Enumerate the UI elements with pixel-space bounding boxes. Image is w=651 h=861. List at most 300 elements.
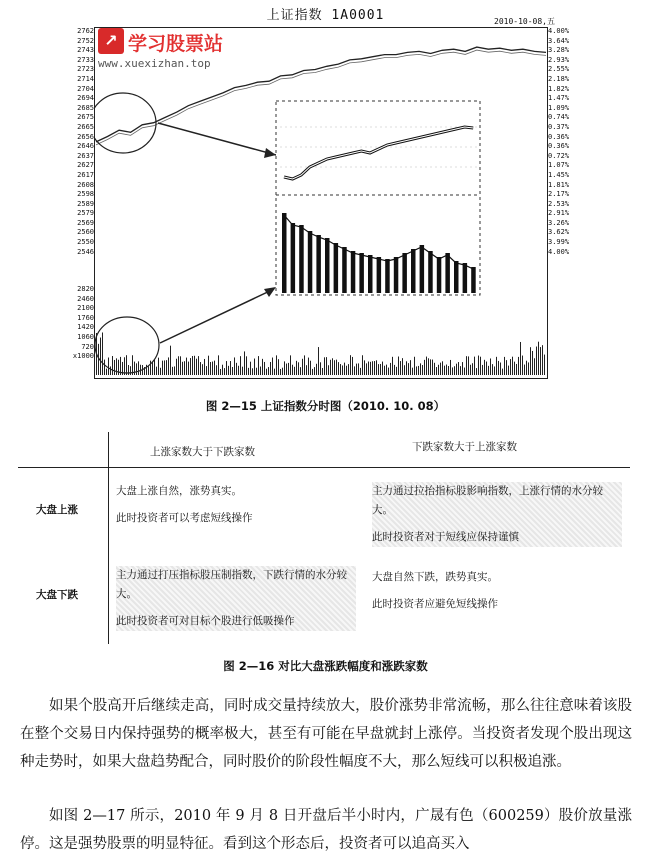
price-tick-label: 2723 <box>77 65 94 74</box>
price-tick-label: 2762 <box>77 27 94 35</box>
volume-bar <box>326 357 327 375</box>
volume-bar <box>338 362 339 375</box>
volume-axis <box>62 285 94 362</box>
volume-bar <box>514 362 515 375</box>
volume-bar <box>130 366 131 375</box>
volume-bar <box>424 360 425 375</box>
cell-down-down: 大盘自然下跌，跌势真实。 此时投资者应避免短线操作 <box>372 571 498 610</box>
volume-bar <box>260 367 261 375</box>
volume-bar <box>170 346 171 375</box>
volume-bar <box>456 364 457 375</box>
volume-bar <box>282 368 283 375</box>
volume-bar <box>316 364 317 375</box>
volume-bar <box>504 357 505 375</box>
inset-volume-bar <box>325 238 330 293</box>
price-tick-label: 2627 <box>77 161 94 170</box>
table-divider-horizontal <box>18 467 630 468</box>
volume-bar <box>116 358 117 375</box>
volume-bar <box>530 347 531 375</box>
volume-bar <box>484 360 485 375</box>
price-tick-label: 2617 <box>77 170 94 179</box>
inset-volume-bar <box>445 253 450 293</box>
inset-volume-bar <box>385 259 390 293</box>
volume-bar <box>114 360 115 375</box>
volume-bar <box>428 358 429 375</box>
volume-bar <box>188 362 189 375</box>
volume-bar <box>278 359 279 375</box>
volume-bar <box>432 360 433 375</box>
volume-bar <box>290 355 291 375</box>
volume-bar <box>420 363 421 375</box>
volume-bar <box>496 357 497 375</box>
volume-bar <box>536 347 537 375</box>
volume-bar <box>286 364 287 375</box>
volume-bar <box>272 358 273 375</box>
volume-bar <box>250 362 251 375</box>
volume-bar <box>314 367 315 375</box>
volume-bar <box>304 355 305 375</box>
volume-bar <box>462 362 463 375</box>
percent-tick-label: 2.53% <box>548 199 570 208</box>
inset-volume-bar <box>316 235 321 293</box>
volume-bar <box>300 367 301 375</box>
inset-volume-bar <box>359 253 364 293</box>
volume-bar <box>476 368 477 375</box>
volume-bar <box>430 359 431 375</box>
volume-bar <box>524 365 525 375</box>
volume-bar <box>242 367 243 375</box>
percent-tick-label: 4.00% <box>548 247 570 256</box>
volume-bar <box>212 362 213 375</box>
volume-bar <box>444 366 445 375</box>
volume-bar <box>448 366 449 375</box>
percent-tick-label: 2.18% <box>548 74 570 83</box>
volume-bar <box>236 363 237 375</box>
volume-bar <box>534 358 535 375</box>
inset-volume-bar <box>291 223 296 293</box>
volume-bar <box>396 367 397 375</box>
percent-tick-label: 0.74% <box>548 113 570 122</box>
volume-bar <box>512 357 513 375</box>
volume-bar <box>238 366 239 375</box>
volume-bar <box>378 364 379 375</box>
percent-tick-label: 0.36% <box>548 142 570 151</box>
inset-volume-bar <box>428 251 433 293</box>
price-tick-label: 2560 <box>77 228 94 237</box>
volume-bar <box>154 359 155 375</box>
volume-bar <box>454 366 455 375</box>
volume-bar <box>488 366 489 375</box>
volume-bar <box>112 356 113 375</box>
volume-bar <box>350 355 351 375</box>
volume-tick-label: 2460 <box>77 294 94 303</box>
percent-tick-label: 1.07% <box>548 161 570 170</box>
callout-arrow-price <box>158 123 276 155</box>
volume-bar <box>134 362 135 375</box>
volume-bar <box>296 361 297 375</box>
volume-bar <box>274 369 275 375</box>
volume-bar <box>466 356 467 375</box>
percent-tick-label: 3.64% <box>548 36 570 45</box>
volume-bar <box>174 366 175 375</box>
volume-bar <box>416 366 417 375</box>
volume-bar <box>376 360 377 375</box>
volume-bar <box>178 356 179 375</box>
col-header-down: 下跌家数大于上涨家数 <box>412 441 517 453</box>
price-tick-label: 2743 <box>77 46 94 55</box>
volume-bar <box>104 360 105 375</box>
volume-bar <box>110 366 111 375</box>
volume-bar <box>254 359 255 375</box>
volume-bar <box>332 358 333 375</box>
inset-volume-bar <box>351 251 356 293</box>
volume-bar <box>204 359 205 375</box>
volume-bar <box>498 361 499 375</box>
col-header-up: 上涨家数大于下跌家数 <box>150 446 255 458</box>
volume-bar <box>162 361 163 375</box>
volume-bar <box>244 351 245 375</box>
volume-bar <box>480 357 481 375</box>
volume-bar <box>136 363 137 375</box>
percent-tick-label: 3.26% <box>548 218 570 227</box>
volume-bar <box>366 363 367 375</box>
price-tick-label: 2656 <box>77 132 94 141</box>
logo-icon: ↗ <box>98 28 124 54</box>
volume-bar <box>452 367 453 375</box>
inset-volume-bar <box>463 263 468 293</box>
volume-bar <box>150 361 151 375</box>
volume-tick-label: 2100 <box>77 304 94 313</box>
volume-bar <box>228 366 229 375</box>
volume-bar <box>180 356 181 375</box>
percent-tick-label: 1.45% <box>548 170 570 179</box>
volume-bar <box>328 365 329 375</box>
volume-bar <box>342 365 343 375</box>
paragraph-2: 如图 2—17 所示，2010 年 9 月 8 日开盘后半小时内，广晟有色（600259）股价放量涨停。这是强势股票的明显特征。看到这个形态后，投资者可以追高买入 <box>20 808 632 852</box>
volume-bar <box>500 363 501 375</box>
callout-arrow-volume <box>160 289 274 343</box>
price-tick-label: 2589 <box>77 199 94 208</box>
volume-bar <box>158 358 159 375</box>
price-tick-label: 2714 <box>77 74 94 83</box>
volume-bar <box>508 366 509 375</box>
percent-tick-label: 2.91% <box>548 209 570 218</box>
volume-bar <box>422 365 423 375</box>
volume-bar <box>442 361 443 375</box>
volume-bar <box>318 347 319 375</box>
percent-tick-label: 2.17% <box>548 190 570 199</box>
left-price-axis <box>68 27 94 257</box>
volume-bar <box>248 368 249 375</box>
volume-bar <box>358 363 359 375</box>
inset-volume-bar <box>454 261 459 293</box>
volume-bar <box>362 355 363 375</box>
volume-bar <box>210 362 211 375</box>
volume-bar <box>426 357 427 375</box>
percent-tick-label: 3.28% <box>548 46 570 55</box>
volume-bar <box>156 367 157 375</box>
volume-bar <box>230 361 231 375</box>
inset-volume-bar <box>334 243 339 293</box>
volume-bar <box>510 359 511 375</box>
inset-volume-bar <box>411 249 416 293</box>
volume-bar <box>412 368 413 375</box>
volume-bar <box>214 361 215 375</box>
volume-bar <box>370 362 371 375</box>
price-tick-label: 2733 <box>77 55 94 64</box>
volume-bar <box>308 358 309 375</box>
figure-15-caption: 图 2—15 上证指数分时图（2010. 10. 08） <box>205 399 446 413</box>
volume-bar <box>302 359 303 375</box>
volume-bar <box>172 367 173 375</box>
chart-title: 上证指数 1A0001 <box>266 8 385 23</box>
paragraph-1: 如果个股高开后继续走高，同时成交量持续放大，股价涨势非常流畅，那么往往意味着该股在整个交易日内保持强势的概率极大，甚至有可能在早盘就封上涨停。当投资者发现个股出现这种走势时，如果大盘趋势配合，同时股价的阶段性幅度不大，那么短线可以积极追涨。 <box>20 698 632 770</box>
volume-bar <box>418 366 419 375</box>
volume-bar <box>364 360 365 375</box>
volume-bar <box>234 357 235 375</box>
volume-bar <box>226 361 227 375</box>
volume-bar <box>340 364 341 375</box>
volume-bar <box>306 365 307 375</box>
volume-bar <box>522 356 523 375</box>
volume-bar <box>206 366 207 375</box>
price-tick-label: 2637 <box>77 151 94 160</box>
volume-bar <box>108 358 109 375</box>
volume-bar <box>450 360 451 375</box>
volume-bar <box>218 355 219 375</box>
percent-tick-label: 1.09% <box>548 103 570 112</box>
price-tick-label: 2569 <box>77 218 94 227</box>
volume-bar <box>540 347 541 375</box>
volume-bar <box>258 356 259 375</box>
volume-bar <box>268 367 269 375</box>
volume-bar <box>200 362 201 375</box>
volume-bar <box>102 332 103 375</box>
percent-tick-label: 2.55% <box>548 65 570 74</box>
percent-tick-label: 3.99% <box>548 238 570 247</box>
volume-bar <box>400 361 401 375</box>
price-tick-label: 2704 <box>77 84 94 93</box>
volume-tick-label: 720 <box>81 342 94 351</box>
volume-bar <box>198 356 199 375</box>
volume-bar <box>186 358 187 375</box>
price-tick-label: 2665 <box>77 122 94 131</box>
volume-bar <box>196 359 197 375</box>
volume-bar <box>360 368 361 375</box>
volume-bar <box>184 361 185 375</box>
volume-bar <box>398 357 399 375</box>
volume-bar <box>470 365 471 375</box>
inset-volume-bar <box>368 255 373 293</box>
percent-tick-label: 3.62% <box>548 228 570 237</box>
inset-volume-bar <box>420 245 425 293</box>
volume-bar <box>464 368 465 375</box>
volume-bar <box>526 361 527 375</box>
volume-bar <box>334 360 335 375</box>
volume-bar <box>202 364 203 375</box>
volume-tick-label: 2820 <box>77 285 94 293</box>
volume-bar <box>434 363 435 375</box>
cell-down-up: 主力通过打压指标股压制指数，下跌行情的水分较大。 此时投资者可对目标个股进行低吸操作 <box>116 566 356 631</box>
volume-bar <box>166 360 167 375</box>
volume-bar <box>404 365 405 375</box>
inset-volume-bar <box>308 231 313 293</box>
volume-bar <box>492 364 493 375</box>
volume-bar <box>386 365 387 375</box>
volume-bar <box>348 364 349 375</box>
percent-tick-label: 4.00% <box>548 27 570 35</box>
figure-16-caption: 图 2—16 对比大盘涨跌幅度和涨跌家数 <box>223 659 428 673</box>
volume-bar <box>160 368 161 375</box>
cell-up-up: 大盘上涨自然，涨势真实。 此时投资者可以考虑短线操作 <box>116 485 253 524</box>
arrow-head-price <box>264 148 276 158</box>
chart-canvas <box>94 27 547 379</box>
volume-bar <box>148 366 149 375</box>
volume-bar <box>100 338 101 375</box>
volume-bar <box>192 356 193 375</box>
volume-bar <box>468 356 469 375</box>
volume-bar <box>356 364 357 375</box>
volume-bar <box>352 357 353 375</box>
volume-bar <box>164 360 165 375</box>
volume-bar <box>256 368 257 375</box>
price-tick-label: 2608 <box>77 180 94 189</box>
volume-bar <box>322 368 323 375</box>
percent-tick-label: 1.81% <box>548 180 570 189</box>
volume-bar <box>176 359 177 375</box>
volume-bar <box>542 345 543 375</box>
volume-bar <box>298 362 299 375</box>
volume-bar <box>506 360 507 375</box>
volume-bar <box>216 365 217 375</box>
volume-bar <box>284 361 285 375</box>
volume-bar <box>382 362 383 375</box>
volume-bar <box>368 361 369 375</box>
inset-volume-bar <box>342 247 347 293</box>
inset-volume-bar <box>299 225 304 293</box>
volume-bar <box>222 365 223 375</box>
volume-bar <box>436 367 437 375</box>
price-tick-label: 2675 <box>77 113 94 122</box>
volume-bar <box>392 357 393 375</box>
volume-bar <box>438 365 439 375</box>
inset-volume-bar <box>394 257 399 293</box>
volume-bar <box>388 368 389 375</box>
volume-tick-label: 1060 <box>77 332 94 341</box>
volume-bar <box>324 357 325 375</box>
volume-bar <box>408 363 409 375</box>
volume-bar <box>288 363 289 375</box>
volume-bar <box>270 362 271 375</box>
volume-bar <box>264 362 265 375</box>
volume-bar <box>246 356 247 375</box>
percent-tick-label: 1.47% <box>548 94 570 103</box>
price-tick-label: 2546 <box>77 247 94 256</box>
volume-bar <box>490 358 491 375</box>
volume-bar <box>532 351 533 375</box>
volume-bar <box>224 368 225 375</box>
volume-bar <box>106 369 107 375</box>
volume-bar <box>440 363 441 375</box>
percent-tick-label: 0.37% <box>548 122 570 131</box>
volume-bar <box>410 360 411 375</box>
volume-bar <box>252 368 253 375</box>
volume-tick-label: 1760 <box>77 313 94 322</box>
volume-bar <box>168 357 169 375</box>
volume-bar <box>336 360 337 375</box>
volume-bar <box>402 358 403 375</box>
inset-volume-bar <box>282 213 287 293</box>
volume-bar <box>502 369 503 375</box>
volume-bar <box>346 366 347 375</box>
percent-tick-label: 0.36% <box>548 132 570 141</box>
volume-bar <box>344 363 345 375</box>
volume-bar <box>482 365 483 375</box>
volume-bar <box>518 357 519 375</box>
price-tick-label: 2598 <box>77 190 94 199</box>
volume-bar <box>232 367 233 375</box>
volume-bar <box>310 361 311 375</box>
percent-tick-label: 0.72% <box>548 151 570 160</box>
volume-bar <box>494 366 495 375</box>
volume-bar <box>538 342 539 375</box>
cell-up-down: 主力通过拉抬指标股影响指数，上涨行情的水分较大。 此时投资者对于短线应保持谨慎 <box>372 482 622 547</box>
volume-bar <box>262 359 263 375</box>
volume-tick-label: 1420 <box>77 323 94 332</box>
chart-date: 2010-10-08,五 <box>494 17 555 26</box>
volume-bar <box>460 366 461 375</box>
volume-bar <box>478 356 479 375</box>
volume-bar <box>280 369 281 375</box>
right-percent-axis <box>548 27 588 257</box>
inset-volume-bar <box>471 267 476 293</box>
price-tick-label: 2685 <box>77 103 94 112</box>
inset-volume-bar <box>377 257 382 293</box>
volume-bar <box>240 356 241 375</box>
volume-bar <box>292 365 293 375</box>
volume-bar <box>414 357 415 375</box>
volume-bar <box>190 358 191 375</box>
price-tick-label: 2646 <box>77 142 94 151</box>
price-tick-label: 2579 <box>77 209 94 218</box>
volume-bar <box>516 364 517 375</box>
volume-bar <box>320 362 321 375</box>
volume-bar <box>372 361 373 375</box>
volume-bar <box>330 360 331 375</box>
percent-tick-label: 2.93% <box>548 55 570 64</box>
inset-volume-bar <box>437 257 442 293</box>
volume-bars <box>96 332 545 375</box>
volume-bar <box>380 364 381 375</box>
percent-tick-label: 1.82% <box>548 84 570 93</box>
volume-bar <box>354 366 355 375</box>
volume-bar <box>520 342 521 375</box>
volume-bar <box>276 355 277 375</box>
volume-bar <box>294 367 295 375</box>
volume-bar <box>182 362 183 375</box>
volume-bar <box>312 369 313 375</box>
volume-bar <box>390 363 391 375</box>
row-header-down: 大盘下跌 <box>36 589 78 601</box>
volume-bar <box>126 355 127 375</box>
volume-bar <box>266 369 267 375</box>
volume-bar <box>374 361 375 375</box>
inset-volume-bar <box>402 253 407 293</box>
volume-bar <box>472 363 473 375</box>
volume-bar <box>220 369 221 375</box>
volume-bar <box>458 362 459 375</box>
volume-tick-label: x1000 <box>72 352 94 361</box>
